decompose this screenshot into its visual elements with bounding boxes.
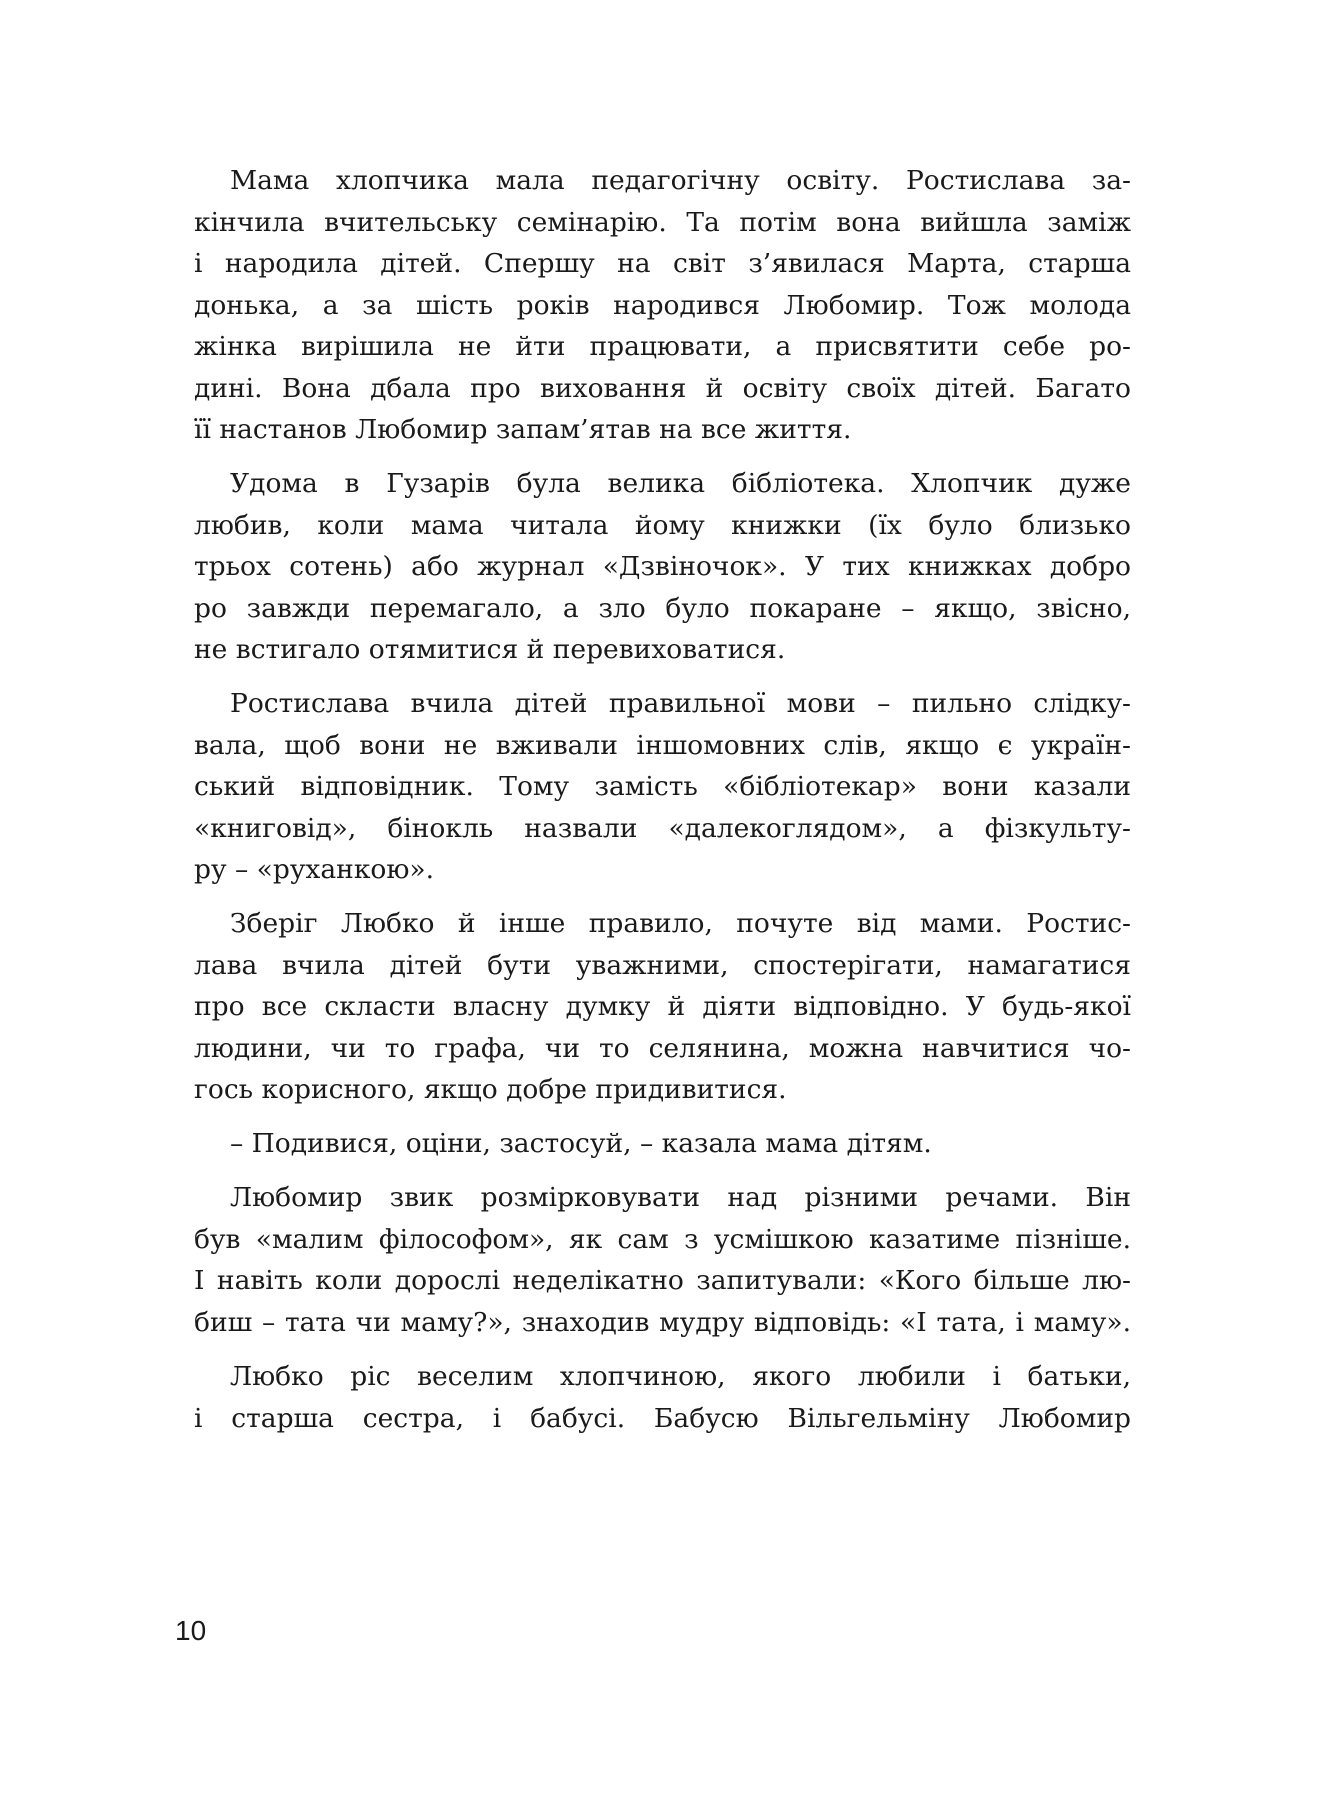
paragraph-2 [194, 463, 1131, 671]
text-line: Мама хлопчика мала педагогічну освіту. Ростислава за- [230, 165, 1131, 196]
paragraph-1 [194, 160, 1131, 451]
text-line: Любомир звик розмірковувати над різними речами. Він [230, 1182, 1131, 1214]
text-line: не встигало отямитися й перевиховатися. [194, 634, 786, 666]
text-line: людини, чи то графа, чи то селянина, можна навчитися чо- [194, 1032, 1131, 1064]
text-line: і народила дітей. Спершу на світ з’явилася Марта, старша [194, 248, 1131, 279]
text-line: вала, щоб вони не вживали іншомовних слів, якщо є україн- [194, 729, 1131, 761]
text-line: дині. Вона дбала про виховання й освіту своїх дітей. Багато [194, 372, 1131, 404]
text-line: ру – «руханкою». [194, 854, 435, 886]
text-line: – Подивися, оціни, застосуй, – казала мама дітям. [230, 1128, 932, 1160]
body-text [194, 160, 1131, 1452]
text-line: про все скласти власну думку й діяти відповідно. У будь-якої [194, 991, 1131, 1023]
page-number: 10 [175, 1615, 207, 1646]
paragraph-4 [194, 903, 1131, 1111]
text-line: «книговід», бінокль назвали «далекоглядом», а фізкульту- [194, 812, 1131, 844]
text-line: Любко ріс веселим хлопчиною, якого любили і батьки, [230, 1361, 1131, 1393]
text-line: Ростислава вчила дітей правильної мови – пильно слідку- [230, 688, 1131, 720]
paragraph-5-dialogue [194, 1123, 1131, 1165]
paragraph-3 [194, 683, 1131, 891]
text-line: гось корисного, якщо добре придивитися. [194, 1074, 787, 1106]
text-line: биш – тата чи маму?», знаходив мудру відповідь: «І тата, і маму». [194, 1306, 1131, 1338]
text-line: Удома в Гузарів була велика бібліотека. Хлопчик дуже [230, 468, 1131, 500]
paragraph-7 [194, 1356, 1131, 1439]
paragraph-6 [194, 1177, 1131, 1343]
text-line: ський відповідник. Тому замість «бібліотекар» вони казали [194, 771, 1131, 803]
text-line: був «малим філософом», як сам з усмішкою казатиме пізніше. [194, 1223, 1131, 1255]
text-line: і старша сестра, і бабусі. Бабусю Вільгельміну Любомир [194, 1402, 1131, 1434]
text-line: ро завжди перемагало, а зло було покаране – якщо, звісно, [194, 592, 1131, 624]
text-line: донька, а за шість років народився Любомир. Тож молода [194, 289, 1131, 321]
text-line: Зберіг Любко й інше правило, почуте від мами. Ростис- [230, 908, 1131, 940]
text-line: її настанов Любомир запам’ятав на все життя. [194, 414, 852, 445]
text-line: І навіть коли дорослі неделікатно запитували: «Кого більше лю- [194, 1265, 1131, 1297]
text-line: лава вчила дітей бути уважними, спостерігати, намагатися [194, 949, 1131, 981]
text-line: жінка вирішила не йти працювати, а присвятити себе ро- [194, 331, 1131, 362]
text-line: любив, коли мама читала йому книжки (їх було близько [194, 509, 1131, 541]
text-line: кінчила вчительську семінарію. Та потім вона вийшла заміж [194, 206, 1131, 238]
text-line: трьох сотень) або журнал «Дзвіночок». У тих книжках добро [194, 551, 1131, 583]
